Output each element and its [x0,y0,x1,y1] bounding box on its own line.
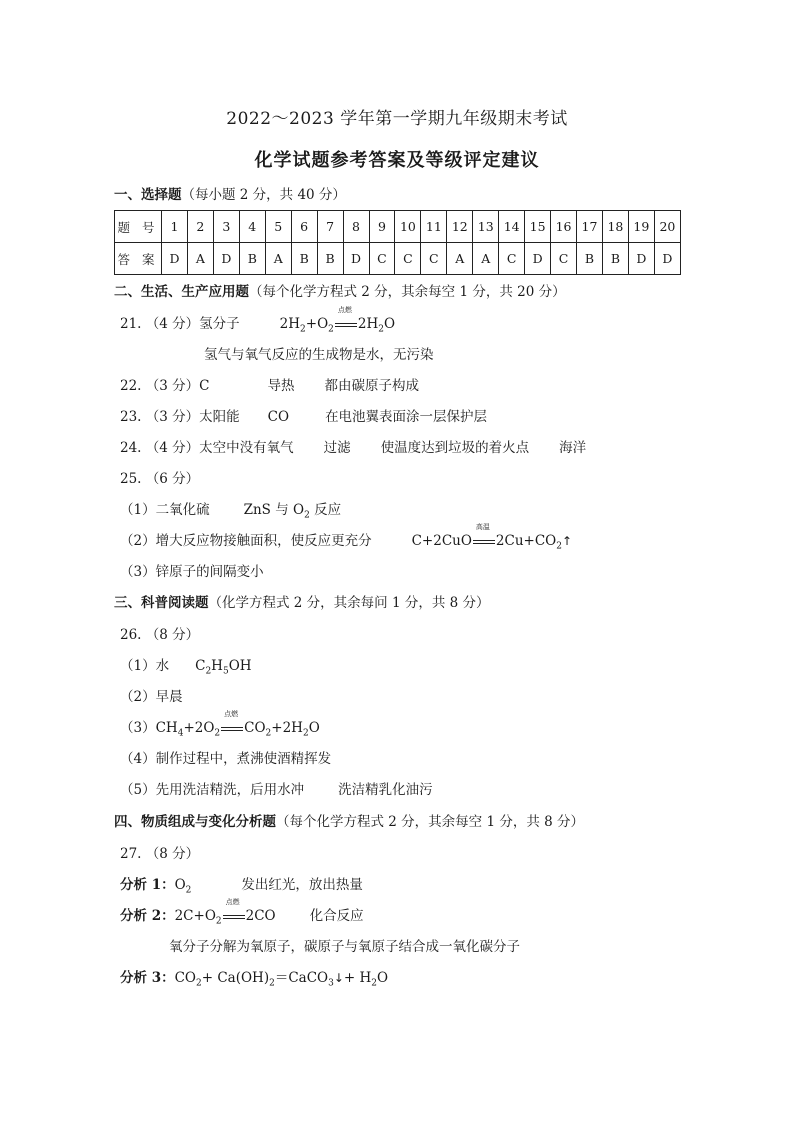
eq-term: + H [343,970,372,986]
section-3-note: （化学方程式 2 分，其余每问 1 分，共 8 分） [208,595,490,611]
answer-cell: D [213,243,239,275]
question-number-cell: 8 [343,211,369,243]
condition-label: 点燃 [337,306,352,314]
q25-equation [411,523,573,552]
q25-part3: （3）锌原子的间隔变小 [120,564,264,580]
q21-answer [120,306,396,335]
q23-answer-3: 在电池翼表面涂一层保护层 [325,409,488,425]
table-row-numbers [115,211,681,243]
eq-sub: 5 [222,666,229,677]
q26-p5-b: 洗洁精乳化油污 [338,782,433,798]
q21-equation [279,306,396,335]
q24-answer-4: 海洋 [559,440,587,456]
eq-term: O [384,316,396,332]
q26-p1-a: （1）水 [120,658,170,674]
q26-part1 [120,657,252,675]
eq-term: 2CO [245,908,276,924]
reaction-condition [472,523,496,550]
q27-heading: 27. （8 分） [120,846,200,862]
question-number-cell: 11 [421,211,447,243]
section-3-heading [114,594,490,612]
analysis-2-answer: 化合反应 [309,908,364,924]
question-number-cell: 13 [473,211,499,243]
question-number-cell: 4 [239,211,265,243]
q26-part4: （4）制作过程中，煮沸使酒精挥发 [120,751,332,767]
eq-term: OH [228,658,252,674]
q24-answer-2: 过滤 [323,440,351,456]
equals-sign [223,913,245,921]
section-4-title: 四、物质组成与变化分析题 [114,814,276,830]
q25-part2 [120,523,573,552]
q26-part2: （2）早晨 [120,689,183,705]
eq-term: （3）CH [120,720,178,736]
eq-term: CO [174,970,196,986]
question-number-cell: 14 [499,211,525,243]
answer-cell: D [654,243,680,275]
q26-p5-a: （5）先用洗洁精洗，后用水冲 [120,782,305,798]
eq-term: O [377,970,389,986]
section-1-note: （每小题 2 分，共 40 分） [181,187,346,203]
eq-term: 2Cu+CO [495,533,557,549]
answer-cell: A [473,243,499,275]
q25-heading: 25. （6 分） [120,471,200,487]
eq-sub: 2 [269,978,275,989]
question-number-cell: 19 [628,211,654,243]
q23-prefix: 23. （3 分）太阳能 [120,409,240,425]
eq-term: +2O [183,720,215,736]
section-3-title: 三、科普阅读题 [114,595,209,611]
eq-term: O [174,877,186,893]
reaction-condition [334,306,358,333]
section-2-note: （每个化学方程式 2 分，其余每空 1 分，共 20 分） [249,284,566,300]
q27-analysis-2-line2: 氧分子分解为氧原子，碳原子与氧原子结合成一氧化碳分子 [169,939,520,955]
section-4-note: （每个化学方程式 2 分，其余每空 1 分，共 8 分） [276,814,585,830]
equals-sign [221,725,243,733]
eq-sub: 2 [214,728,221,739]
eq-sub: 2 [556,541,562,552]
answer-cell: C [551,243,577,275]
q24-prefix: 24. （4 分）太空中没有氧气 [120,440,294,456]
section-1-heading [114,186,346,204]
eq-term: + Ca(OH) [201,970,270,986]
question-number-cell: 2 [187,211,213,243]
answer-cell: B [239,243,265,275]
condition-label: 点燃 [224,710,239,718]
q26-part3 [120,710,320,739]
eq-sub: 2 [205,666,212,677]
eq-sub: 2 [371,978,378,989]
eq-term: CO [244,720,266,736]
eq-term: O [308,720,320,736]
up-arrow-icon: ↑ [561,534,573,548]
eq-term: C [195,658,206,674]
eq-sub: 2 [302,728,309,739]
answer-cell: B [317,243,343,275]
q24-answer [120,439,586,457]
eq-sub: 4 [177,728,184,739]
answer-table [114,210,681,275]
answer-cell: B [577,243,603,275]
question-number-cell: 15 [525,211,551,243]
answer-cell: A [447,243,473,275]
question-number-cell: 3 [213,211,239,243]
q23-answer-2: CO [267,409,290,425]
question-number-cell: 6 [291,211,317,243]
eq-term: 2H [279,316,301,332]
question-number-cell: 20 [654,211,680,243]
q25-part1 [120,501,341,519]
eq-term: 2C+O [174,908,216,924]
answer-cell: A [265,243,291,275]
eq-sub: 2 [300,324,306,335]
eq-sub: 2 [304,510,310,521]
answer-cell: C [499,243,525,275]
section-1-title: 一、选择题 [114,187,182,203]
condition-label: 高温 [475,523,490,531]
eq-term: +O [305,316,329,332]
document-title: 化学试题参考答案及等级评定建议 [254,150,540,171]
q22-answer-2: 导热 [267,378,295,394]
eq-sub: 2 [215,916,222,927]
equals-sign [473,538,495,546]
question-number-cell: 9 [369,211,395,243]
answer-cell: D [343,243,369,275]
answer-cell: C [395,243,421,275]
analysis-1-answer: 发出红光，放出热量 [241,877,363,893]
table-row-answers [115,243,681,275]
eq-sub: 2 [185,885,192,896]
question-number-cell: 17 [577,211,603,243]
eq-sub: 2 [378,324,384,335]
answer-cell: C [421,243,447,275]
row-label-number: 题 号 [115,211,162,243]
q26-heading: 26. （8 分） [120,627,200,643]
section-4-heading [114,813,584,831]
reaction-condition [222,898,246,925]
answer-cell: C [369,243,395,275]
answer-cell: B [602,243,628,275]
question-number-cell: 7 [317,211,343,243]
eq-term: +2H [271,720,303,736]
q22-answer [120,377,419,395]
question-number-cell: 18 [602,211,628,243]
q25-p1-b-tail: 反应 [309,502,342,518]
q22-prefix: 22. （3 分）C [120,378,210,394]
analysis-3-label: 分析 3： [120,970,175,986]
q25-p2-a: （2）增大反应物接触面积，使反应更充分 [120,533,372,549]
answer-cell: A [187,243,213,275]
eq-term: H [211,658,223,674]
q24-answer-3: 使温度达到垃圾的着火点 [380,440,530,456]
eq-sub: 2 [196,978,202,989]
question-number-cell: 10 [395,211,421,243]
q27-analysis-3 [120,969,388,987]
condition-label: 点燃 [225,898,240,906]
answer-cell: D [628,243,654,275]
section-2-heading [114,283,566,301]
eq-term: ＝CaCO [274,970,329,986]
equals-sign [335,321,357,329]
eq-sub: 2 [265,728,272,739]
analysis-2-label: 分析 2： [120,908,175,924]
q25-p1-a: （1）二氧化硫 [120,502,210,518]
q21-prefix: 21. （4 分）氢分子 [120,316,240,332]
section-2-title: 二、生活、生产应用题 [114,284,249,300]
q27-analysis-2 [120,898,364,927]
answer-cell: B [291,243,317,275]
analysis-1-label: 分析 1： [120,877,175,893]
row-label-answer: 答 案 [115,243,162,275]
eq-term: C+2CuO [411,533,472,549]
q23-answer [120,408,487,426]
eq-sub: 2 [328,324,334,335]
eq-term: 2H [357,316,379,332]
question-number-cell: 5 [265,211,291,243]
exam-title: 2022～2023 学年第一学期九年级期末考试 [226,109,568,129]
question-number-cell: 16 [551,211,577,243]
q25-p1-b: ZnS 与 O [243,502,305,518]
q22-answer-3: 都由碳原子构成 [324,378,419,394]
q26-part5 [120,781,433,799]
down-arrow-icon: ↓ [333,971,344,985]
answer-cell: D [525,243,551,275]
eq-sub: 3 [328,978,334,989]
q21-line2: 氢气与氧气反应的生成物是水，无污染 [204,347,434,363]
question-number-cell: 12 [447,211,473,243]
reaction-condition [220,710,244,737]
answer-cell: D [162,243,188,275]
q27-analysis-1 [120,876,363,894]
question-number-cell: 1 [162,211,188,243]
